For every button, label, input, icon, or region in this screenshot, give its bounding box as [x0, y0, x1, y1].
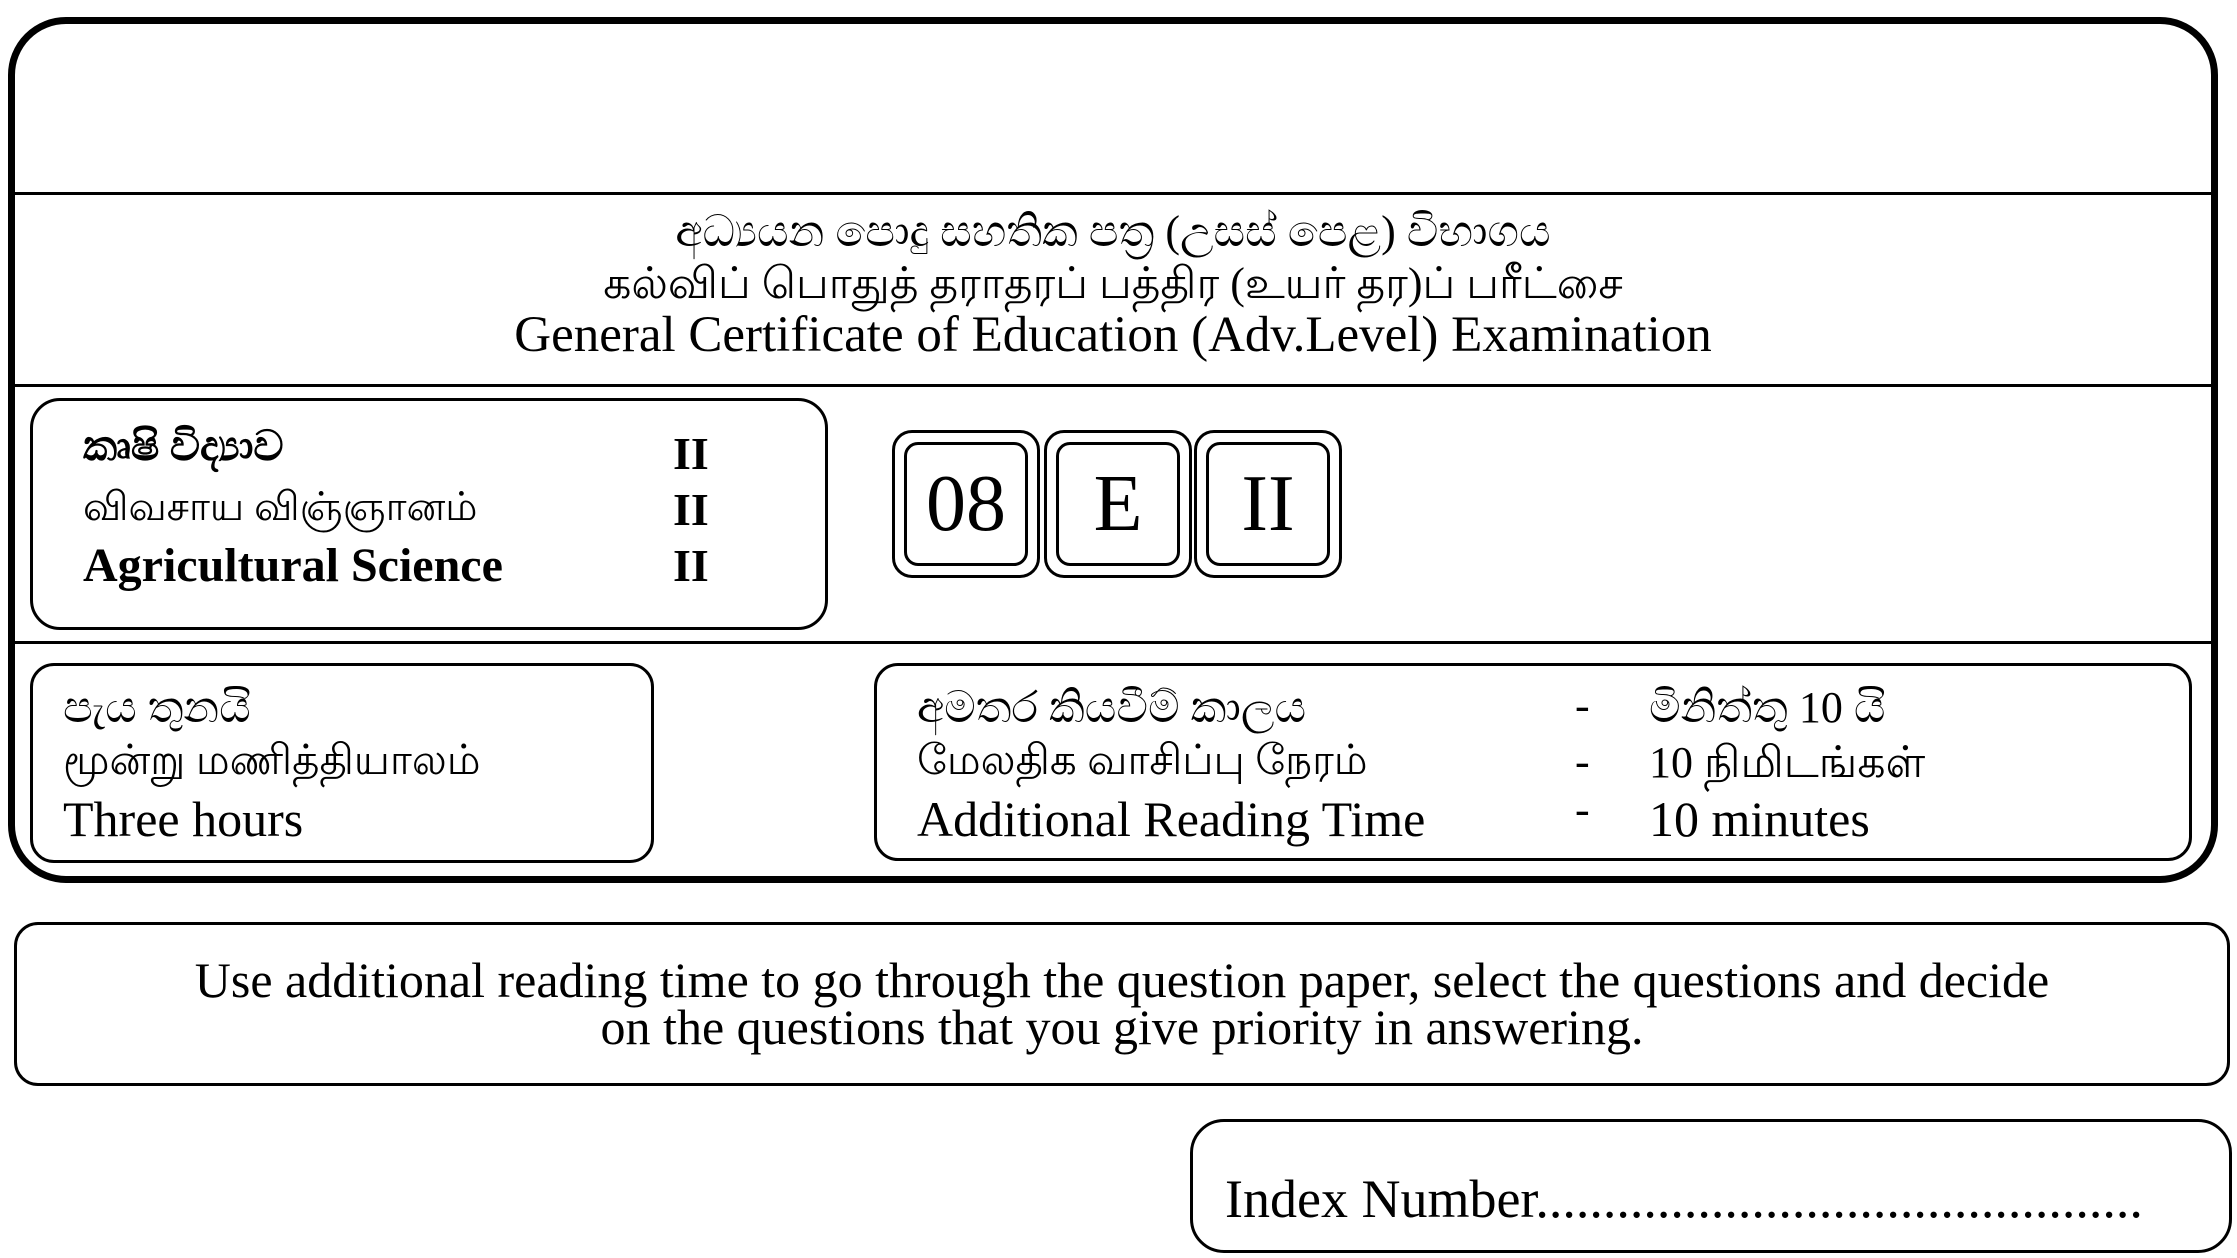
- exam-title-tamil: கல்விப் பொதுத் தராதரப் பத்திர (உயர் தர)ப் பரீட்சை: [603, 259, 1623, 308]
- code-box-paper: [1194, 430, 1342, 578]
- code-box-subject: [892, 430, 1040, 578]
- duration-box: [30, 663, 654, 863]
- reading-time-label-tamil: மேலதிக வாசிப்பு நேரம்: [917, 738, 1368, 784]
- header-divider-bottom: [15, 641, 2211, 644]
- duration-sinhala: පැය තුනයි: [63, 683, 251, 732]
- code-paper: II: [1206, 442, 1330, 566]
- exam-title-sinhala: අධ්‍යයන පොදු සහතික පත්‍ර (උසස් පෙළ) විභාගය: [675, 207, 1551, 256]
- instruction-line-1: Use additional reading time to go through the question paper, select the questions and decide: [194, 952, 2050, 1008]
- code-box-medium: [1044, 430, 1192, 578]
- reading-time-label-english: Additional Reading Time: [917, 791, 1426, 847]
- subject-box: [30, 398, 828, 630]
- duration-tamil: மூன்று மணித்தியாலம்: [63, 738, 481, 784]
- header-divider-middle: [15, 384, 2211, 387]
- reading-time-separator-3: -: [1575, 785, 1590, 834]
- exam-title-english: General Certificate of Education (Adv.Level) Examination: [514, 307, 1712, 363]
- reading-time-separator-1: -: [1575, 681, 1590, 730]
- paper-number-3: II: [673, 540, 709, 591]
- code-medium: E: [1056, 442, 1180, 566]
- subject-sinhala: කෘෂි විද්‍යාව: [83, 424, 284, 470]
- index-number-field[interactable]: [1225, 1168, 2143, 1230]
- paper-number-1: II: [673, 428, 709, 479]
- reading-time-value-tamil: 10 நிமிடங்கள்: [1649, 738, 1926, 787]
- reading-time-separator-2: -: [1575, 737, 1590, 786]
- subject-tamil: விவசாய விஞ்ஞானம்: [83, 484, 478, 529]
- reading-time-label-sinhala: අමතර කියවීම් කාලය: [917, 683, 1307, 732]
- header-divider-top: [15, 192, 2211, 195]
- code-subject: 08: [904, 442, 1028, 566]
- reading-time-box: [874, 663, 2192, 861]
- index-number-dots: .............................................: [1535, 1169, 2143, 1229]
- instruction-box: [14, 922, 2230, 1086]
- index-number-box: [1190, 1119, 2232, 1253]
- reading-time-value-sinhala: මිනිත්තු 10 යි: [1649, 683, 1886, 732]
- instruction-line-2: on the questions that you give priority in answering.: [600, 999, 1644, 1055]
- paper-number-2: II: [673, 484, 709, 535]
- reading-time-value-english: 10 minutes: [1649, 791, 1870, 847]
- duration-english: Three hours: [63, 791, 304, 847]
- index-number-label: Index Number: [1225, 1169, 1536, 1229]
- subject-english: Agricultural Science: [83, 539, 503, 592]
